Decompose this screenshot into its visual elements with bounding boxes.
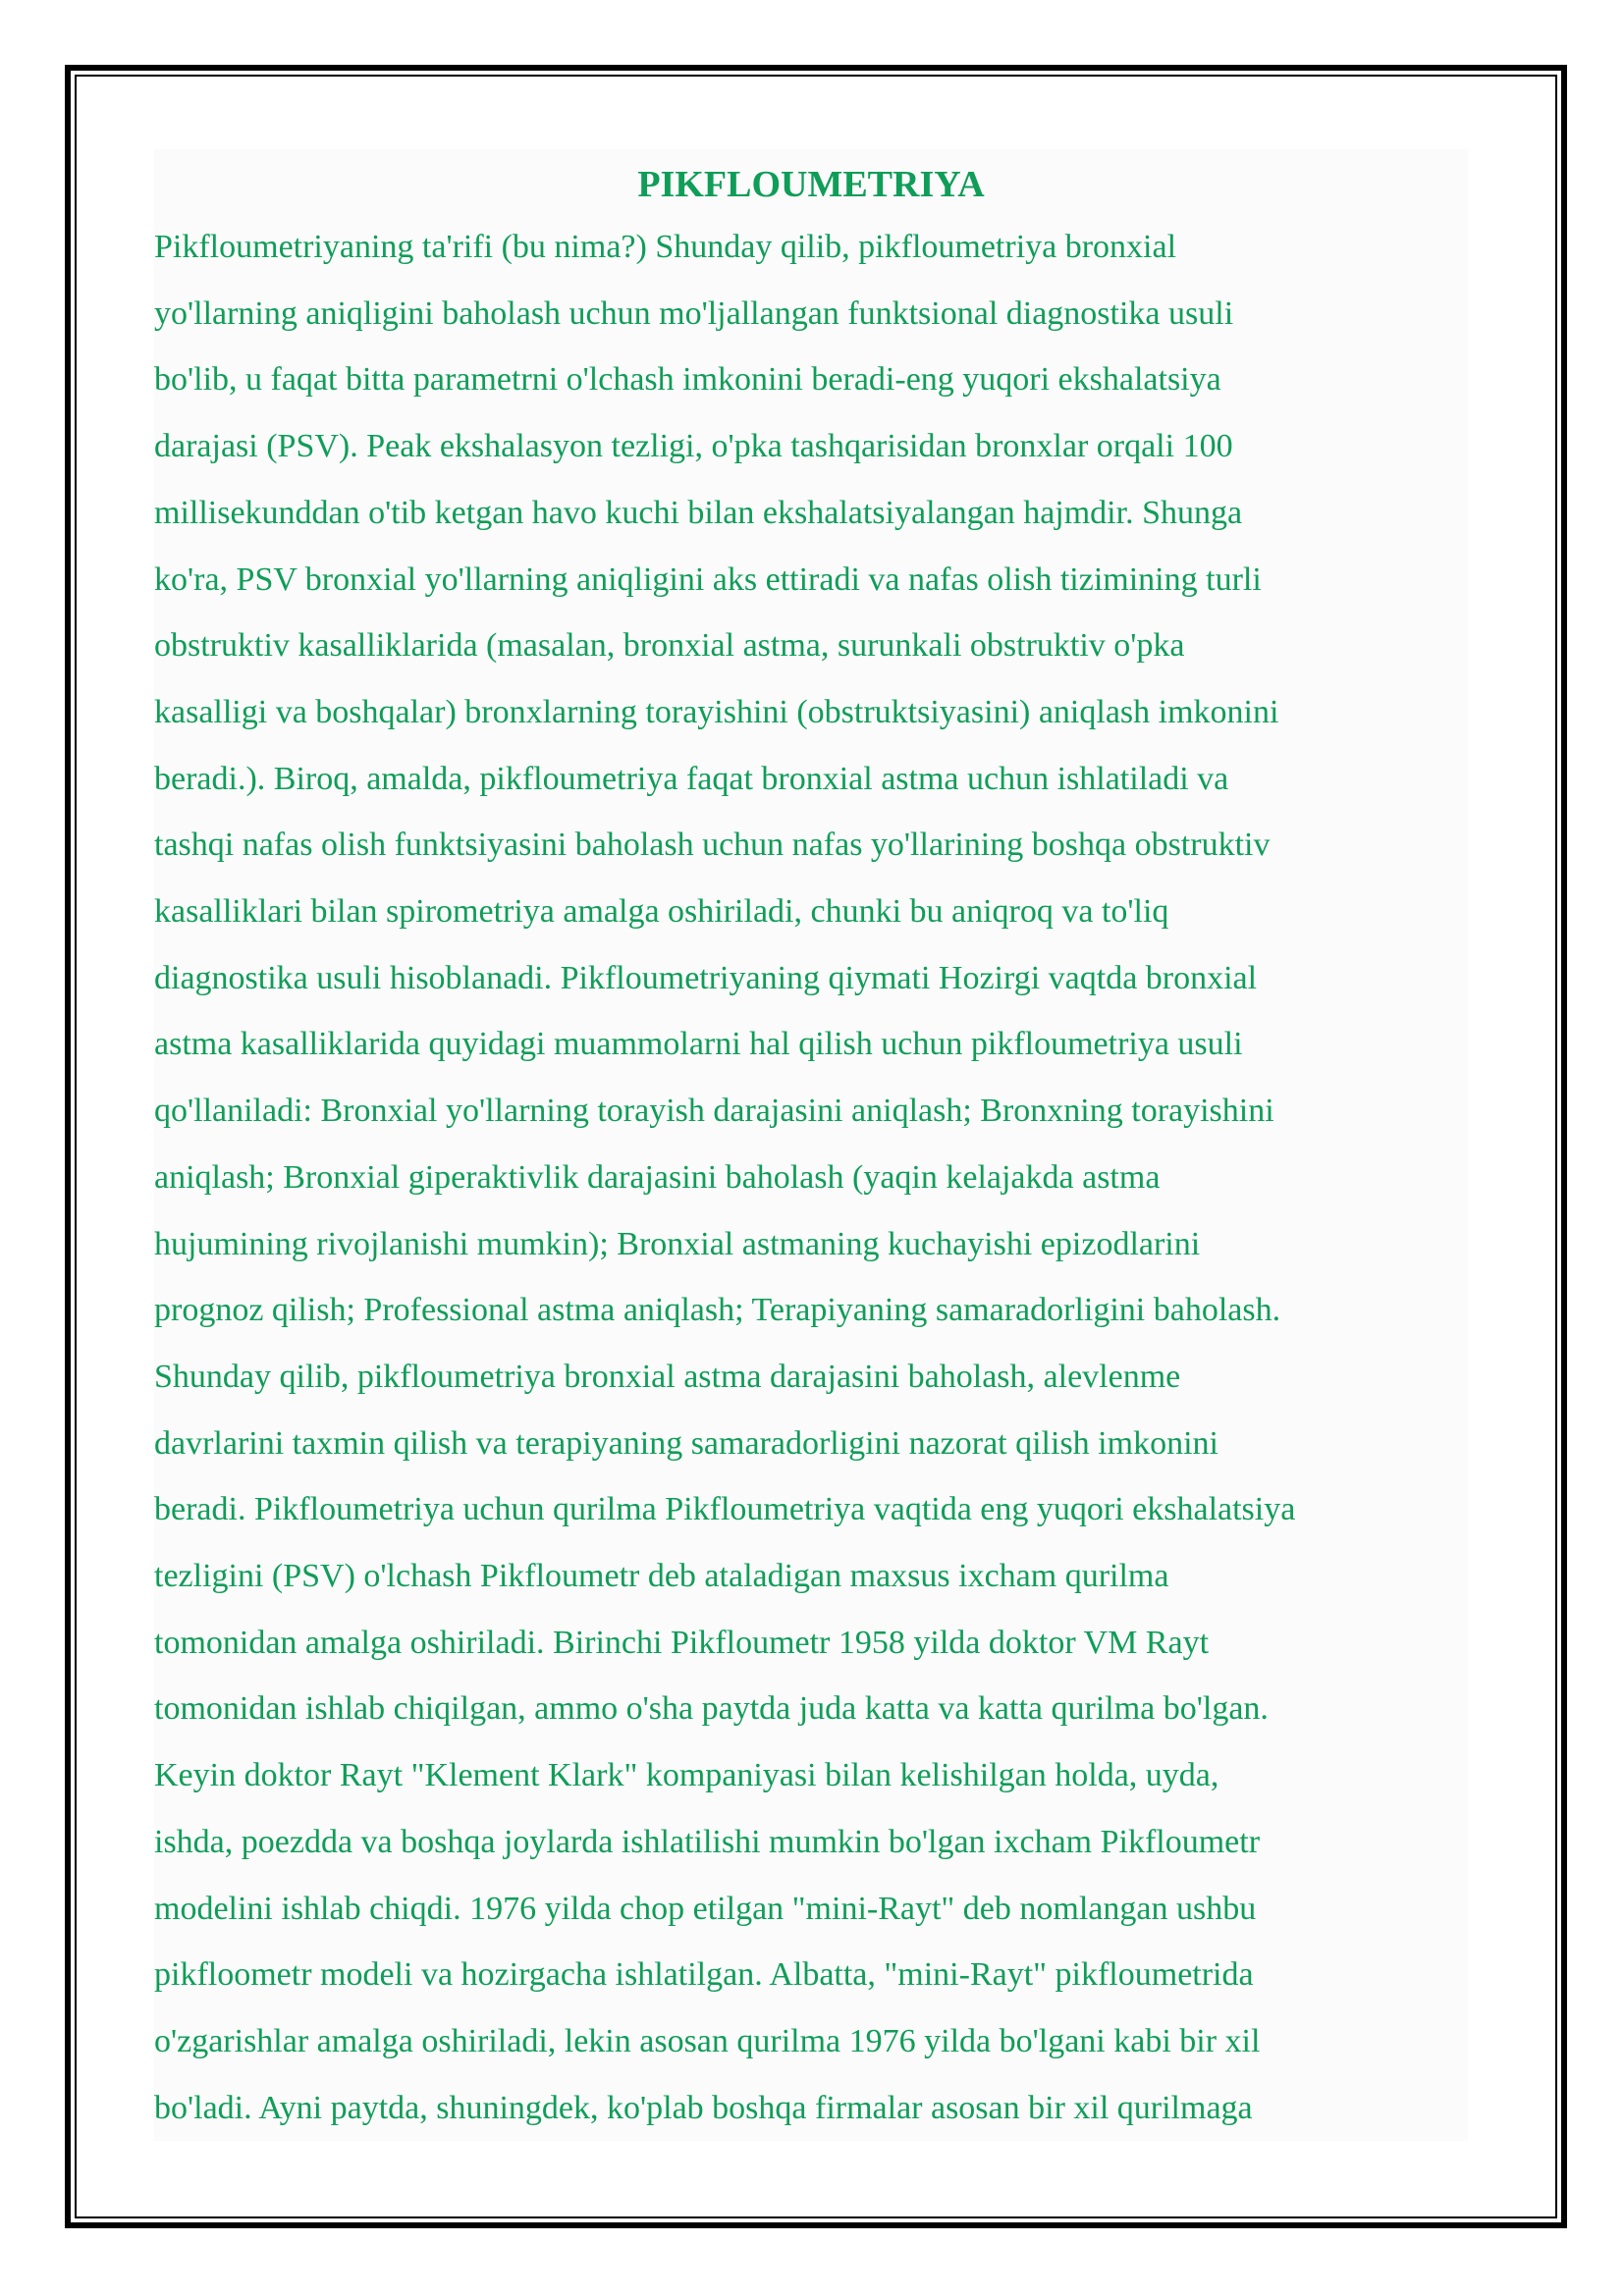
body-line: aniqlash; Bronxial giperaktivlik darajasini baholash (yaqin kelajakda astma <box>154 1158 1161 1196</box>
body-line: darajasi (PSV). Peak ekshalasyon tezligi, o'pka tashqarisidan bronxlar orqali 100 <box>154 428 1233 465</box>
body-line: tomonidan ishlab chiqilgan, ammo o'sha paytda juda katta va katta qurilma bo'lgan. <box>154 1690 1269 1728</box>
body-line: yo'llarning aniqligini baholash uchun mo'ljallangan funktsional diagnostika usuli <box>154 294 1234 332</box>
body-line: tomonidan amalga oshiriladi. Birinchi Pikfloumetr 1958 yilda doktor VM Rayt <box>154 1624 1210 1661</box>
document-content <box>154 149 1468 2141</box>
body-line: obstruktiv kasalliklarida (masalan, bronxial astma, surunkali obstruktiv o'pka <box>154 627 1185 665</box>
document-title: PIKFLOUMETRIYA <box>637 164 985 205</box>
body-line: beradi.). Biroq, amalda, pikfloumetriya faqat bronxial astma uchun ishlatiladi va <box>154 760 1229 797</box>
body-line: bo'lib, u faqat bitta parametrni o'lchash imkonini beradi-eng yuqori ekshalatsiya <box>154 361 1221 399</box>
body-line: hujumining rivojlanishi mumkin); Bronxial astmaning kuchayishi epizodlarini <box>154 1225 1201 1262</box>
body-line: kasalligi va boshqalar) bronxlarning torayishini (obstruktsiyasini) aniqlash imkonini <box>154 693 1279 730</box>
body-line: bo'ladi. Ayni paytda, shuningdek, ko'plab boshqa firmalar asosan bir xil qurilmaga <box>154 2089 1253 2126</box>
body-line: davrlarini taxmin qilish va terapiyaning samaradorligini nazorat qilish imkonini <box>154 1424 1218 1462</box>
body-line: diagnostika usuli hisoblanadi. Pikfloumetriyaning qiymati Hozirgi vaqtda bronxial <box>154 959 1258 996</box>
body-line: tashqi nafas olish funktsiyasini baholash uchun nafas yo'llarining boshqa obstruktiv <box>154 827 1271 864</box>
body-line: millisekunddan o'tib ketgan havo kuchi bilan ekshalatsiyalangan hajmdir. Shunga <box>154 494 1243 531</box>
body-line: Keyin doktor Rayt "Klement Klark" kompaniyasi bilan kelishilgan holda, uyda, <box>154 1757 1219 1794</box>
body-line: o'zgarishlar amalga oshiriladi, lekin asosan qurilma 1976 yilda bo'lgani kabi bir xil <box>154 2022 1261 2059</box>
body-line: modelini ishlab chiqdi. 1976 yilda chop etilgan "mini-Rayt" deb nomlangan ushbu <box>154 1890 1257 1927</box>
body-line: prognoz qilish; Professional astma aniqlash; Terapiyaning samaradorligini baholash. <box>154 1292 1281 1329</box>
body-line: tezligini (PSV) o'lchash Pikfloumetr deb ataladigan maxsus ixcham qurilma <box>154 1558 1169 1595</box>
body-line: ishda, poezdda va boshqa joylarda ishlatilishi mumkin bo'lgan ixcham Pikfloumetr <box>154 1823 1261 1860</box>
body-line: ko'ra, PSV bronxial yo'llarning aniqligini aks ettiradi va nafas olish tizimining turli <box>154 561 1262 598</box>
body-line: beradi. Pikfloumetriya uchun qurilma Pikfloumetriya vaqtida eng yuqori ekshalatsiya <box>154 1491 1296 1528</box>
document-body <box>154 214 1468 2141</box>
body-line: kasalliklari bilan spirometriya amalga oshiriladi, chunki bu aniqroq va to'liq <box>154 893 1169 931</box>
body-line: Pikfloumetriyaning ta'rifi (bu nima?) Shunday qilib, pikfloumetriya bronxial <box>154 229 1177 265</box>
body-line: Shunday qilib, pikfloumetriya bronxial astma darajasini baholash, alevlenme <box>154 1358 1181 1395</box>
body-line: astma kasalliklarida quyidagi muammolarni hal qilish uchun pikfloumetriya usuli <box>154 1026 1243 1063</box>
body-line: qo'llaniladi: Bronxial yo'llarning torayish darajasini aniqlash; Bronxning torayishini <box>154 1093 1274 1130</box>
body-line: pikfloometr modeli va hozirgacha ishlatilgan. Albatta, "mini-Rayt" pikfloumetrida <box>154 1956 1254 1994</box>
